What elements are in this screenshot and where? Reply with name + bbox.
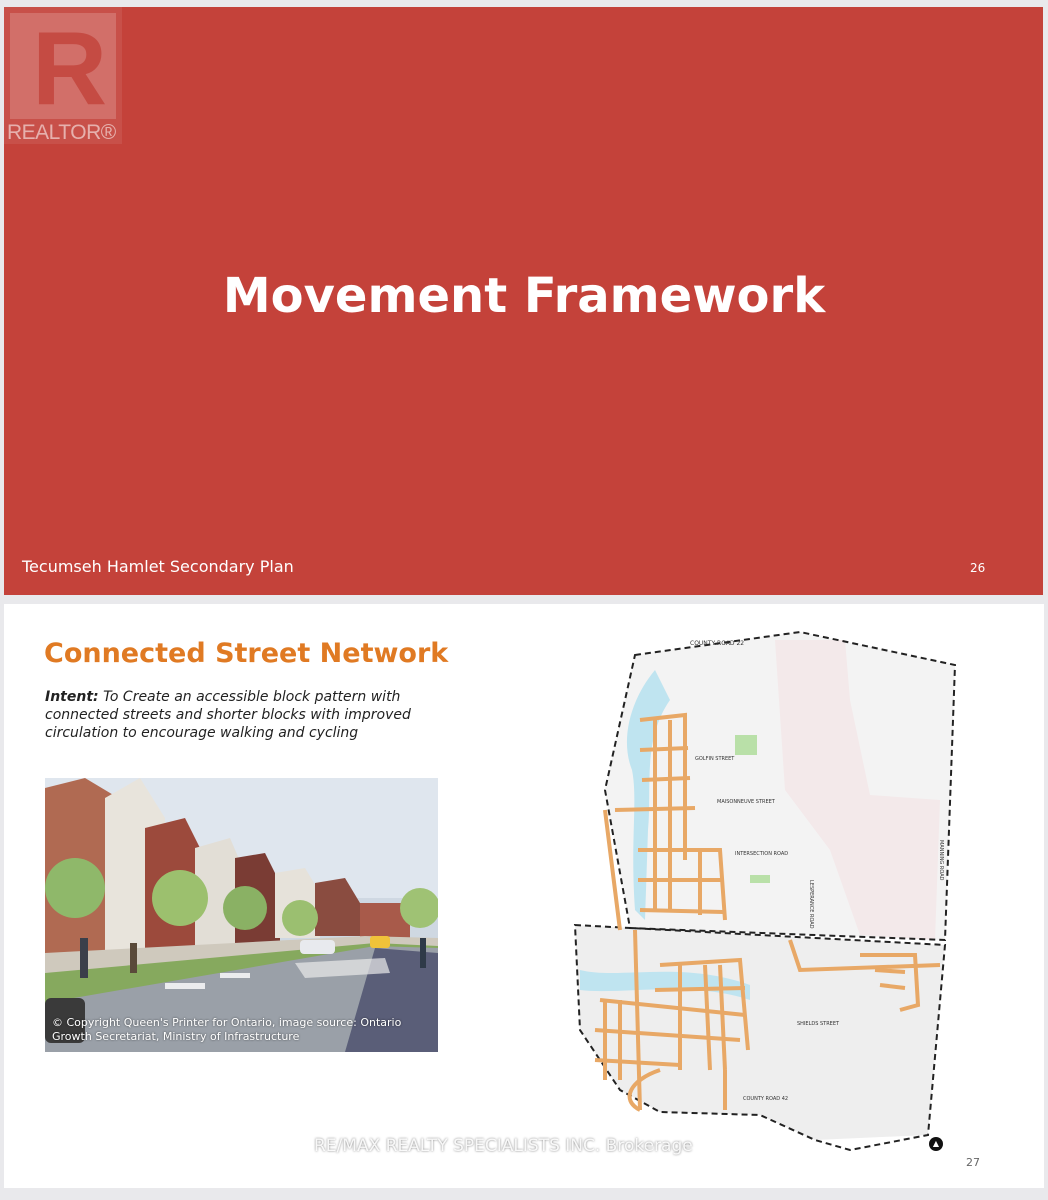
section-title: Connected Street Network xyxy=(44,638,449,669)
intent-text: To Create an accessible block pattern with connected streets and shorter blocks with improved circulation to encourage walking and cycling xyxy=(45,689,411,741)
intent-label: Intent: xyxy=(45,689,99,705)
slide-title: Movement Framework xyxy=(222,268,826,324)
slide-footer: Tecumseh Hamlet Secondary Plan xyxy=(22,557,294,576)
intent-paragraph xyxy=(45,688,445,742)
map-label-county-road-42: COUNTY ROAD 42 xyxy=(743,1096,789,1102)
map-label-intersection-road: INTERSECTION ROAD xyxy=(735,851,789,857)
streetscape-photo xyxy=(45,778,438,1052)
photo-caption: © Copyright Queen's Printer for Ontario, image source: Ontario Growth Secretariat, Ministry of Infrastructure xyxy=(52,1016,402,1043)
realtor-logo-text: REALTOR® xyxy=(7,121,116,144)
map-label-lesperance-road: LESPERANCE ROAD xyxy=(808,880,814,929)
brokerage-watermark: RE/MAX REALTY SPECIALISTS INC. Brokerage xyxy=(314,1136,693,1156)
map-label-shields-street: SHIELDS STREET xyxy=(797,1021,840,1027)
streetscape-illustration xyxy=(45,778,438,1052)
page-number: 26 xyxy=(970,561,986,575)
map-label-maisonneuve-street: MAISONNEUVE STREET xyxy=(717,799,775,805)
realtor-r-glyph: R xyxy=(32,11,108,127)
street-network-map-graphic xyxy=(560,610,960,1160)
page-number: 27 xyxy=(966,1156,980,1169)
street-network-map xyxy=(560,610,960,1160)
map-label-manning-road: MANNING ROAD xyxy=(938,840,944,881)
realtor-logo xyxy=(4,7,122,144)
realtor-r-box xyxy=(10,11,116,127)
north-arrow-icon: ▲ xyxy=(929,1137,943,1151)
map-label-county-road-22: COUNTY ROAD 22 xyxy=(690,640,745,647)
map-label-golfin-street: GOLFIN STREET xyxy=(695,756,735,762)
